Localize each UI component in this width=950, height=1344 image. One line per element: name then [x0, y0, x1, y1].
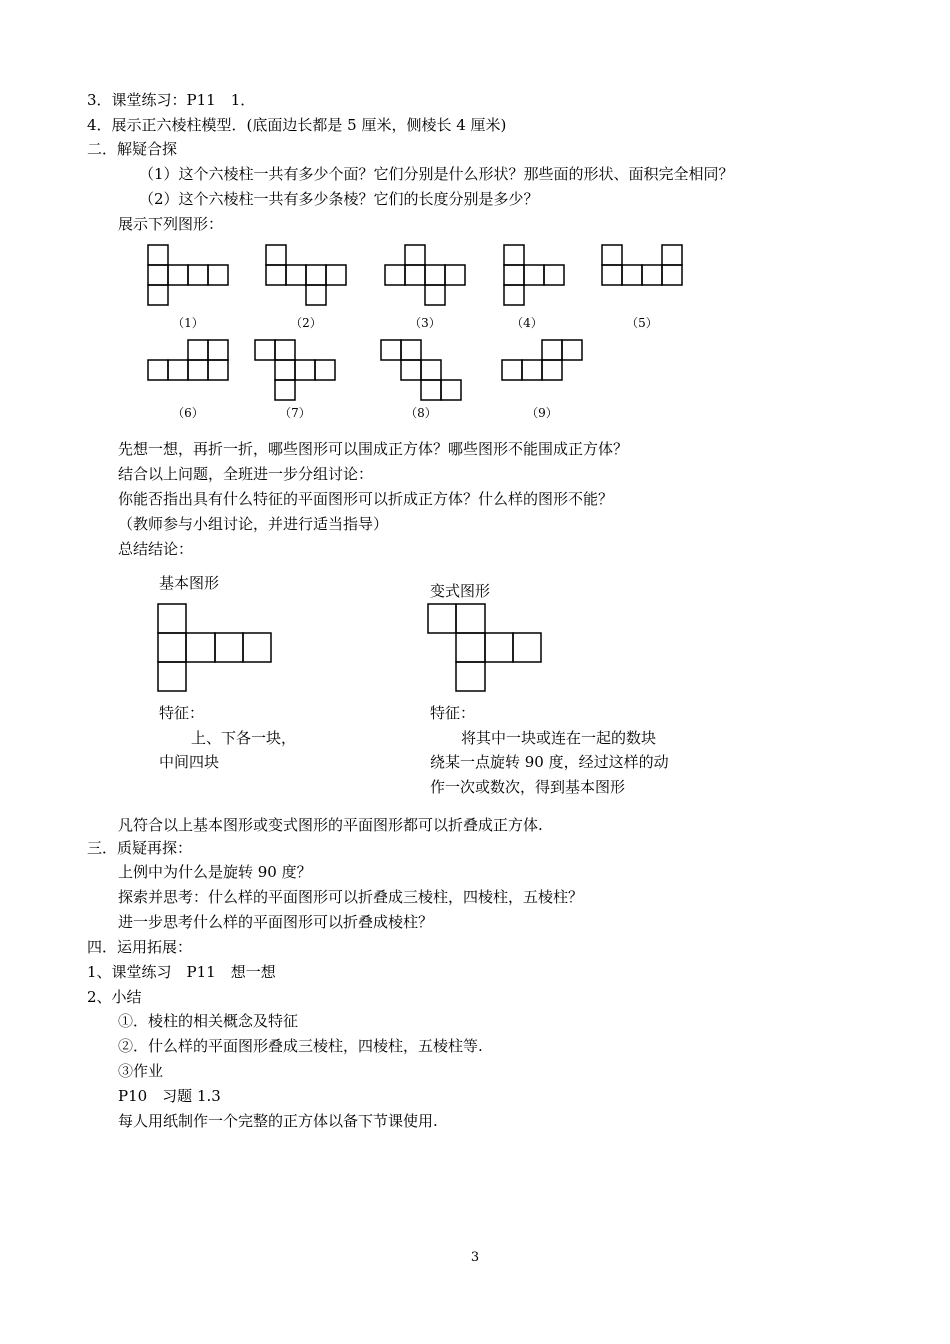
basic-feature-text-1: 上、下各一块，: [191, 729, 297, 747]
page-number: 3: [470, 1250, 480, 1265]
line-hex-prism-model: 4．展示正六棱柱模型．(底面边长都是 5 厘米，侧棱长 4 厘米): [87, 116, 507, 134]
basic-feature-text-2: 中间四块: [159, 753, 220, 771]
variant-feature-text-1: 将其中一块或连在一起的数块: [461, 729, 657, 747]
classwork-item: 1、课堂练习 P11 想一想: [87, 963, 276, 981]
homework-task: 每人用纸制作一个完整的正方体以备下节课使用.: [118, 1112, 438, 1130]
think-fold-line: 先想一想，再折一折，哪些图形可以围成正方体？哪些图形不能围成正方体？: [118, 440, 629, 458]
explore-prisms-line: 探索并思考：什么样的平面图形可以折叠成三棱柱，四棱柱，五棱柱？: [118, 888, 584, 906]
figure-label-3: （3）: [409, 316, 441, 330]
summary-point-1: ①．棱柱的相关概念及特征: [118, 1012, 299, 1030]
conclusion-line: 凡符合以上基本图形或变式图形的平面图形都可以折叠成正方体.: [118, 816, 543, 834]
variant-feature-text-3: 作一次或数次，得到基本图形: [430, 778, 626, 796]
basic-figure-title: 基本图形: [159, 574, 220, 592]
cube-net-7: [254, 339, 336, 401]
section-2-heading: 二．解疑合探: [87, 140, 178, 158]
question-2: （2）这个六棱柱一共有多少条棱？它们的长度分别是多少？: [139, 190, 539, 208]
figure-label-6: （6）: [172, 406, 204, 420]
variant-feature-label: 特征：: [430, 704, 476, 722]
group-discussion-line: 结合以上问题，全班进一步分组讨论：: [118, 465, 374, 483]
section-3-heading: 三．质疑再探：: [87, 839, 193, 857]
variant-figure-title: 变式图形: [430, 582, 491, 600]
summary-item: 2、小结: [87, 988, 142, 1006]
homework-exercise: P10 习题 1.3: [118, 1087, 221, 1105]
cube-net-8: [380, 339, 462, 401]
cube-net-5: [601, 244, 683, 286]
show-figures-line: 展示下列图形：: [118, 215, 224, 233]
section-4-heading: 四．运用拓展：: [87, 938, 193, 956]
further-thinking-line: 进一步思考什么样的平面图形可以折叠成棱柱？: [118, 913, 434, 931]
figure-label-5: （5）: [626, 316, 658, 330]
cube-net-4: [503, 244, 565, 306]
teacher-note-line: （教师参与小组讨论，并进行适当指导）: [118, 515, 389, 533]
cube-net-6: [147, 339, 229, 381]
figure-label-4: （4）: [511, 316, 543, 330]
basic-feature-label: 特征：: [159, 704, 205, 722]
figure-label-9: （9）: [526, 406, 558, 420]
figure-label-8: （8）: [405, 406, 437, 420]
figure-label-1: （1）: [172, 316, 204, 330]
cube-net-2: [265, 244, 347, 306]
figure-label-2: （2）: [290, 316, 322, 330]
variant-feature-text-2: 绕某一点旋转 90 度，经过这样的动: [430, 753, 669, 771]
cube-net-1: [147, 244, 229, 306]
summary-heading: 总结结论：: [118, 540, 194, 558]
question-1: （1）这个六棱柱一共有多少个面？它们分别是什么形状？那些面的形状、面积完全相同？: [139, 165, 734, 183]
cube-net-9: [501, 339, 583, 381]
summary-point-2: ②．什么样的平面图形叠成三棱柱，四棱柱，五棱柱等.: [118, 1037, 483, 1055]
basic-cube-net: [157, 603, 273, 692]
feature-question-line: 你能否指出具有什么特征的平面图形可以折成正方体？什么样的图形不能？: [118, 490, 614, 508]
variant-cube-net: [427, 603, 543, 692]
cube-net-3: [384, 244, 466, 306]
line-classwork-1: 3．课堂练习：P11 1．: [87, 91, 256, 109]
rotation-question: 上例中为什么是旋转 90 度？: [118, 863, 312, 881]
homework-heading: ③作业: [118, 1062, 164, 1080]
figure-label-7: （7）: [279, 406, 311, 420]
